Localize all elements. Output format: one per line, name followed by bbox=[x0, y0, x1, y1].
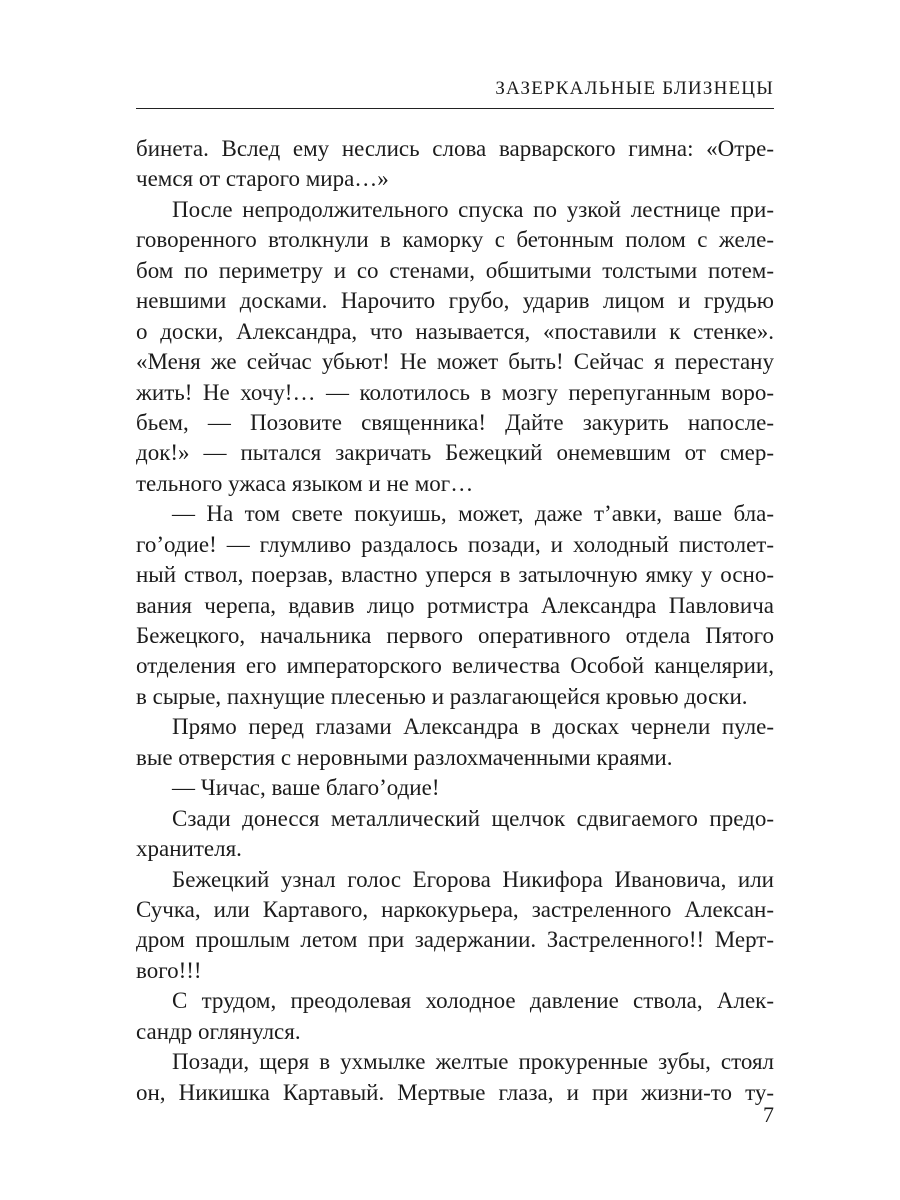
text-line: «Меня же сейчас убьют! Не может быть! Сейчас я перестану bbox=[136, 349, 774, 375]
text-line: он, Никишка Картавый. Мертвые глаза, и при жизни-то ту- bbox=[136, 1079, 774, 1105]
header-rule bbox=[136, 108, 774, 109]
text-line: После непродолжительного спуска по узкой лестнице при- bbox=[172, 196, 774, 222]
text-line: жить! Не хочу!… — колотилось в мозгу перепуганным воро- bbox=[136, 379, 774, 405]
text-line: Сзади донесся металлический щелчок сдвигаемого предо- bbox=[172, 805, 774, 831]
text-line: Бежецкого, начальника первого оперативного отдела Пятого bbox=[136, 623, 774, 648]
text-line: док!» — пытался закричать Бежецкий онемевшим от смер- bbox=[136, 440, 774, 466]
text-line: вания черепа, вдавив лицо ротмистра Александра Павловича bbox=[136, 592, 774, 618]
text-line: го’одие! — глумливо раздалось позади, и холодный пистолет- bbox=[136, 531, 774, 557]
text-line: сандр оглянулся. bbox=[136, 1018, 301, 1044]
text-line: дром прошлым летом при задержании. Застреленного!! Мерт- bbox=[136, 927, 774, 953]
text-line: хранителя. bbox=[136, 836, 242, 862]
text-line: вые отверстия с неровными разлохмаченными краями. bbox=[136, 744, 673, 770]
body-text bbox=[136, 134, 774, 1108]
text-line: тельного ужаса языком и не мог… bbox=[136, 470, 474, 496]
running-head-title: ЗАЗЕРКАЛЬНЫЕ БЛИЗНЕЦЫ bbox=[495, 78, 774, 99]
text-line: бинета. Вслед ему неслись слова варварского гимна: «Отре- bbox=[136, 136, 774, 161]
text-line: Сучка, или Картавого, наркокурьера, застреленного Алексан- bbox=[136, 896, 774, 922]
text-line: невшими досками. Нарочито грубо, ударив лицом и грудью bbox=[136, 288, 774, 314]
text-line: в сырые, пахнущие плесенью и разлагающейся кровью доски. bbox=[136, 683, 748, 709]
page-number: 7 bbox=[763, 1102, 774, 1127]
text-line: чемся от старого мира…» bbox=[136, 166, 389, 192]
text-line: Прямо перед глазами Александра в досках чернели пуле- bbox=[172, 714, 774, 740]
text-line: бьем, — Позовите священника! Дайте закурить напосле- bbox=[136, 409, 774, 435]
text-line: бом по периметру и со стенами, обшитыми толстыми потем- bbox=[136, 257, 774, 283]
text-line: С трудом, преодолевая холодное давление ствола, Алек- bbox=[172, 988, 774, 1014]
text-line: вого!!! bbox=[136, 957, 202, 983]
text-line: — На том свете покуишь, может, даже т’авки, ваше бла- bbox=[172, 501, 774, 527]
text-line: Бежецкий узнал голос Егорова Никифора Ивановича, или bbox=[172, 866, 774, 892]
text-line: о доски, Александра, что называется, «поставили к стенке». bbox=[136, 318, 774, 344]
text-line: отделения его императорского величества Особой канцелярии, bbox=[136, 653, 774, 679]
text-line: ный ствол, поерзав, властно уперся в затылочную ямку у осно- bbox=[136, 562, 774, 588]
text-line: Позади, щеря в ухмылке желтые прокуренные зубы, стоял bbox=[172, 1049, 774, 1075]
text-line: — Чичас, ваше благо’одие! bbox=[172, 775, 440, 801]
text-line: говоренного втолкнули в каморку с бетонным полом с желе- bbox=[136, 227, 774, 253]
